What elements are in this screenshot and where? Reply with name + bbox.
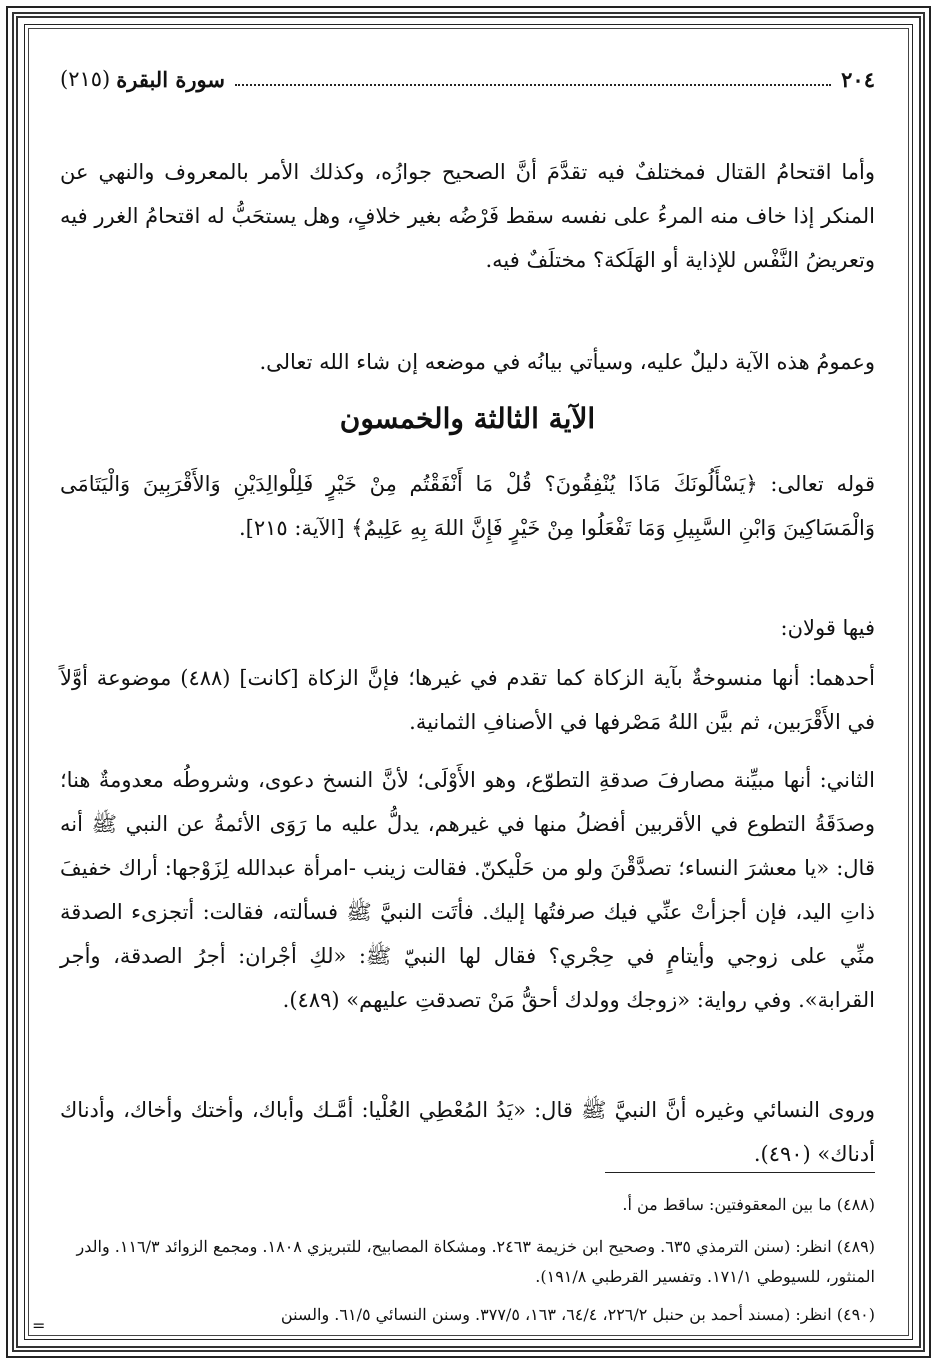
footnote-separator (605, 1172, 875, 1173)
footnote: (٤٨٩) انظر: (سنن الترمذي ٦٣٥. وصحيح ابن خزيمة ٢٤٦٣. ومشكاة المصابيح، للتبريزي ١٨٠٨. ومجمع الزوائد ١١٦/٣. والدر المنثور، للسيوطي ١٧١/١. وتفسير القرطبي ١٩١/٨). (76, 1237, 875, 1286)
paragraph: فيها قولان: (780, 616, 875, 640)
paragraph: وعمومُ هذه الآية دليلٌ عليه، وسيأتي بيانُه في موضعه إن شاء الله تعالى. (259, 350, 875, 374)
header-leader-dots (235, 72, 831, 86)
verse-number: (٢١٥) (60, 67, 111, 91)
paragraph: الثاني: أنها مبيِّنة مصارفَ صدقةِ التطوّع، وهو الأَوْلَى؛ لأنَّ النسخ دعوى، وشروطُه معدومةٌ هنا؛ وصدَقَةُ التطوع في الأقربين أفضلُ منها في غيرهم، يدلُّ عليه ما رَوَى الأئمةُ عن النبي ﷺ أنه قال: «يا معشرَ النساء؛ تصدَّقْنَ ولو من حَلْيكنّ. فقالت زينب -امرأة عبدالله لِزَوْجها: أراك خفيفَ ذاتِ اليد، فإن أجزأتْ عنِّي فيك صرفتُها إليك. فأتَت النبيَّ ﷺ فسألته، فقالت: أتجزىء الصدقة منِّي على زوجي وأيتامٍ في حِجْري؟ فقال لها النبيّ ﷺ: «لكِ أجْران: أجرُ الصدقة، وأجر القرابة». وفي رواية: «زوجك وولدك أحقُّ مَنْ تصدقتِ عليهم» (٤٨٩). (60, 768, 875, 1012)
continuation-mark: = (32, 1316, 46, 1335)
paragraph: أحدهما: أنها منسوخةٌ بآية الزكاة كما تقدم في غيرها؛ فإنَّ الزكاة [كانت] (٤٨٨) موضوعة أوَّلاً في الأَقْرَبين، ثم بيَّن اللهُ مَصْرفها في الأصنافِ الثمانية. (60, 666, 875, 734)
paragraph: وروى النسائي وغيره أنَّ النبيَّ ﷺ قال: «يَدُ المُعْطِي العُلْيا: أمَّـك وأباك، وأختك وأخاك، وأدناك أدناك» (٤٩٠). (60, 1098, 875, 1166)
footnote: (٤٨٨) ما بين المعقوفتين: ساقط من أ. (622, 1195, 875, 1214)
quran-verse-paragraph: قوله تعالى: ﴿يَسْأَلُونَكَ مَاذَا يُنْفِقُونَ؟ قُلْ مَا أَنْفَقْتُم مِنْ خَيْرٍ فَلِلْوالِدَيْنِ وَالأَقْرَبِينَ وَالْيَتَامَى وَالْمَسَاكِينَ وَابْنِ السَّبِيلِ وَمَا تَفْعَلُوا مِنْ خَيْرٍ فَإِنَّ اللهَ بِهِ عَلِيمٌ﴾ [الآية: ٢١٥]. (60, 472, 875, 540)
footnote: (٤٩٠) انظر: (مسند أحمد بن حنبل ٢٢٦/٢، ٦٤/٤، ١٦٣، ٣٧٧/٥. وسنن النسائي ٦١/٥. والسنن (280, 1305, 875, 1324)
chapter-title: سورة البقرة (116, 66, 225, 92)
book-page (32, 52, 875, 1335)
page-number: ٢٠٤ (841, 66, 875, 92)
paragraph: وأما اقتحامُ القتال فمختلفٌ فيه تقدَّمَ أنَّ الصحيح جوازُه، وكذلك الأمر بالمعروف والنهي عن المنكر إذا خاف منه المرءُ على نفسه سقط فَرْضُه بغير خلافٍ، وهل يستحَبُّ له اقتحامُ الغرر فيه وتعريضُ النَّفْس للإذاية أو الهَلَكة؟ مختلَفٌ فيه. (60, 160, 875, 272)
running-header (60, 62, 875, 96)
section-heading: الآية الثالثة والخمسون (339, 402, 596, 435)
